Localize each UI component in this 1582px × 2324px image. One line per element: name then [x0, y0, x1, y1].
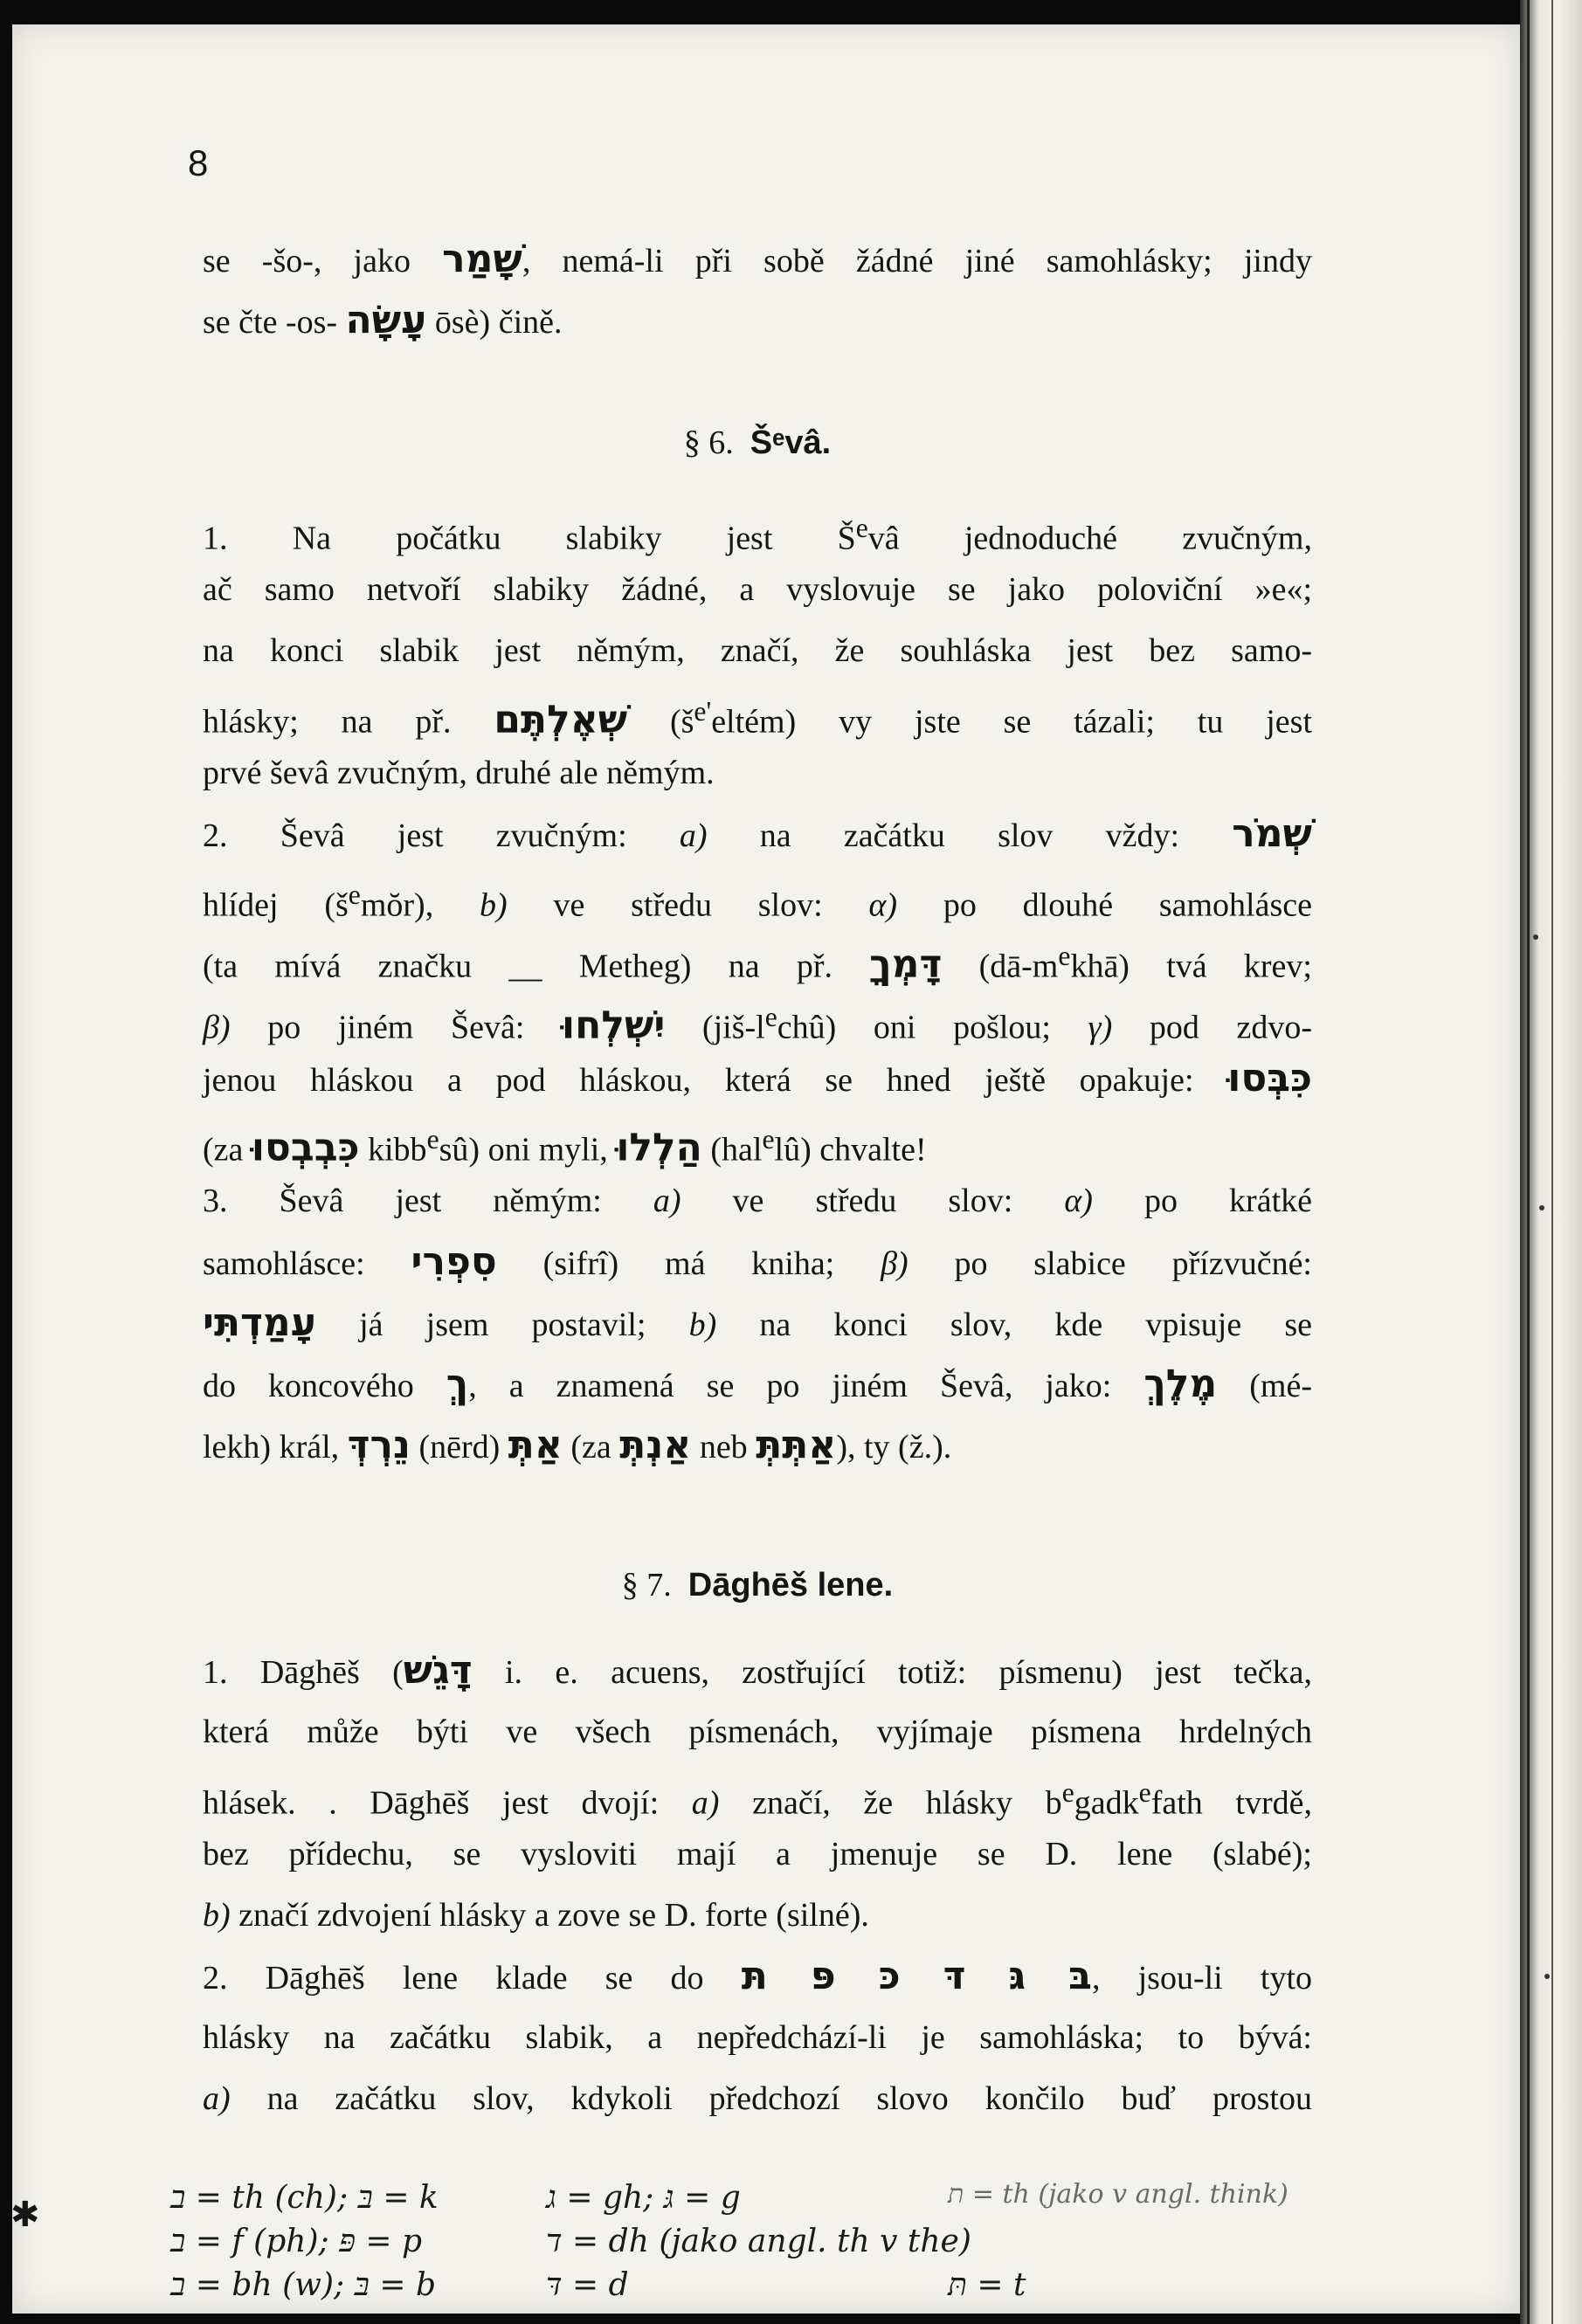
text-line — [203, 507, 1312, 561]
text-run: neb — [691, 1429, 756, 1465]
hebrew-word: יִשְׁלְחוּ — [562, 1003, 666, 1048]
superscript: e — [426, 1124, 439, 1155]
superscript: e — [1061, 1777, 1074, 1808]
text-run: hlásky na začátku slabik, a nepředchází-li je samohláska; to bývá: — [203, 2019, 1312, 2056]
text-run: (hal — [701, 1131, 763, 1169]
text-run: po dlouhé samohlásce — [897, 886, 1313, 924]
text-run: do koncového — [203, 1368, 446, 1404]
hebrew-word: שְׁאֶלְתֶּם — [494, 697, 628, 742]
text-run: která může býti ve všech písmenách, vyjímaje písmena hrdelných — [203, 1714, 1312, 1750]
hebrew-word: אַתְּתְּ — [756, 1423, 837, 1467]
text-line — [203, 751, 1312, 795]
text-run: na začátku slov vždy: — [707, 817, 1233, 854]
superscript: e — [762, 1124, 775, 1155]
hebrew-word: ךְ — [446, 1362, 469, 1406]
handwritten-note: ד = dh (jako angl. th v the) — [546, 2224, 971, 2259]
text-line — [203, 690, 1312, 744]
superscript: e — [764, 1002, 777, 1032]
text-line — [203, 812, 1312, 858]
text-line — [203, 1771, 1312, 1825]
text-run: , nemá-li při sobě žádné jiné samohlásky; jindy — [522, 243, 1312, 279]
text-run: lekh) král, — [203, 1429, 348, 1465]
text-run: lû) chvalte! — [774, 1131, 927, 1169]
hebrew-word: שָׁמַר — [442, 237, 522, 281]
section-title: Šᵉvâ. — [750, 424, 832, 461]
text-run: chû) oni pošlou; — [777, 1009, 1088, 1046]
scan-speck — [1533, 934, 1538, 940]
text-run: na konci slabik jest němým, značí, že souhláska jest bez samo- — [203, 632, 1312, 669]
list-marker: a) — [653, 1183, 681, 1219]
superscript: e — [348, 879, 361, 910]
text-run: (sifrî) má kniha; — [496, 1245, 881, 1282]
list-marker: β) — [203, 1009, 231, 1046]
hebrew-word: בּ גּ דּ כּ פּ תּ — [741, 1954, 1092, 1998]
superscript: e — [1138, 1777, 1151, 1808]
text-line — [203, 1710, 1312, 1754]
text-run: (jiš-l — [665, 1009, 765, 1046]
handwritten-note: דּ = d — [546, 2267, 629, 2303]
text-run: hlásek. . Dāghēš jest dvojí: — [203, 1784, 692, 1822]
text-run: hlídej (š — [203, 886, 349, 924]
hebrew-word: כִּבְבְסוּ — [251, 1125, 360, 1170]
scan-speck — [1539, 1205, 1544, 1210]
page-number: 8 — [188, 142, 209, 183]
handwritten-note: ג = gh; גּ = g — [546, 2180, 741, 2216]
hebrew-word: כִּבְּסוּ — [1227, 1056, 1312, 1100]
handwritten-notes — [109, 2179, 1376, 2310]
list-marker: a) — [691, 1784, 720, 1822]
text-line — [203, 1118, 1312, 1172]
text-run: , jsou-li tyto — [1091, 1960, 1313, 1996]
superscript: e' — [694, 696, 712, 727]
hebrew-word: שְׁמֹר — [1232, 811, 1312, 856]
text-run: značí zdvojení hlásky a zove se D. forte (silné). — [230, 1897, 869, 1934]
text-line — [203, 934, 1312, 989]
text-line — [203, 238, 1312, 283]
hebrew-word: נֵרְדְּ — [347, 1423, 411, 1467]
hebrew-word: דָּמְךָ — [869, 941, 943, 987]
list-marker: γ) — [1088, 1009, 1113, 1046]
text-run: gadk — [1074, 1784, 1139, 1822]
handwritten-note: ת = th (jako v angl. think) — [948, 2179, 1288, 2210]
text-run: kibb — [359, 1131, 427, 1169]
hebrew-word: מֶלֶךְ — [1143, 1362, 1218, 1406]
text-run: (š — [627, 703, 694, 741]
edge-line — [1551, 0, 1553, 2324]
section-number: § 7. — [621, 1567, 672, 1603]
text-line — [203, 1301, 1312, 1347]
superscript: e — [855, 513, 868, 543]
hebrew-word: אַנְתְּ — [619, 1423, 692, 1467]
text-run: i. e. acuens, zostřující totiž: písmenu) jest tečka, — [472, 1654, 1312, 1691]
text-run: na začátku slov, kdykoli předchozí slovo končilo buď prostou — [230, 2080, 1312, 2117]
asterisk-mark: ✱ — [10, 2195, 40, 2234]
text-run: , a znamená se po jiném Ševâ, jako: — [468, 1368, 1144, 1404]
section-number: § 6. — [683, 424, 734, 461]
text-run: ve středu slov: — [507, 886, 869, 924]
text-run: ), ty (ž.). — [836, 1429, 952, 1465]
text-line — [203, 1057, 1312, 1102]
page-edge — [1520, 0, 1582, 2324]
text-line — [203, 873, 1312, 928]
text-line — [203, 1832, 1312, 1876]
text-run: ōsè) čině. — [426, 304, 563, 341]
text-line — [203, 629, 1312, 672]
text-run: mŏr), — [360, 886, 480, 924]
text-line — [203, 1240, 1312, 1286]
text-run: po krátké — [1092, 1183, 1312, 1219]
hebrew-word: אַתְּ — [508, 1423, 563, 1467]
hebrew-word: הַלְלוּ — [616, 1125, 702, 1170]
section-heading-7 — [203, 1563, 1312, 1607]
text-run: po jiném Ševâ: — [230, 1009, 563, 1046]
text-line — [203, 996, 1312, 1050]
hebrew-word: עָשָׂה — [345, 298, 427, 342]
text-run: sû) oni myli, — [439, 1131, 617, 1169]
hebrew-word: דָּגֵשׁ — [403, 1648, 473, 1693]
text-line — [203, 1424, 1312, 1469]
text-run: 1. Na počátku slabiky jest Š — [203, 520, 856, 557]
superscript: e — [1058, 941, 1071, 971]
text-run: hlásky; na př. — [203, 703, 494, 741]
list-marker: a) — [203, 2080, 231, 2117]
text-run: já jsem postavil; — [315, 1307, 689, 1343]
text-run: vâ jednoduché zvučným, — [867, 520, 1312, 557]
list-marker: b) — [203, 1897, 231, 1934]
list-marker: b) — [688, 1307, 717, 1343]
text-run: (nērd) — [410, 1429, 508, 1465]
text-line — [203, 1362, 1312, 1408]
text-run: po slabice přízvučné: — [908, 1245, 1312, 1282]
text-run: khā) tvá krev; — [1070, 948, 1312, 985]
text-run: (ta mívá značku __ Metheg) na př. — [203, 948, 870, 985]
text-run: značí, že hlásky b — [719, 1784, 1062, 1822]
text-line — [203, 568, 1312, 611]
hebrew-word: עָמַדְתִּי — [203, 1300, 316, 1345]
text-run: 2. Dāghēš lene klade se do — [203, 1960, 742, 1996]
text-line — [203, 1649, 1312, 1694]
handwritten-note: ב = f (ph); פּ = p — [170, 2224, 423, 2259]
text-run: 2. Ševâ jest zvučným: — [203, 817, 680, 854]
section-title: Dāghēš lene. — [687, 1567, 894, 1603]
text-run: ač samo netvoří slabiky žádné, a vyslovuje se jako poloviční »e«; — [203, 571, 1312, 608]
section-heading-6 — [203, 421, 1312, 465]
text-run: ve středu slov: — [680, 1183, 1065, 1219]
text-run: eltém) vy jste se tázali; tu jest — [711, 703, 1313, 741]
text-run: bez přídechu, se vysloviti mají a jmenuje se D. lene (slabé); — [203, 1836, 1312, 1872]
text-run: (mé- — [1217, 1368, 1313, 1404]
text-run: fath tvrdě, — [1150, 1784, 1313, 1822]
text-run: (za — [203, 1131, 252, 1169]
text-run: 1. Dāghēš ( — [203, 1654, 404, 1691]
text-line — [203, 2016, 1312, 2059]
text-line — [203, 299, 1312, 344]
text-line — [203, 1955, 1312, 2000]
text-run: (dā-m — [942, 948, 1059, 985]
hebrew-word: סִפְרִי — [411, 1239, 497, 1284]
list-marker: a) — [679, 817, 708, 854]
scan-speck — [1544, 1974, 1550, 1979]
list-marker: α) — [868, 886, 898, 924]
text-line — [203, 2077, 1312, 2121]
text-run: samohlásce: — [203, 1245, 411, 1282]
text-line — [203, 1893, 1312, 1937]
text-run: 3. Ševâ jest němým: — [203, 1183, 653, 1219]
text-line — [203, 1179, 1312, 1223]
edge-line — [1527, 0, 1530, 2324]
list-marker: β) — [881, 1245, 908, 1282]
text-run: (za — [562, 1429, 620, 1465]
list-marker: α) — [1064, 1183, 1093, 1219]
handwritten-note: ב = bh (w); בּ = b — [170, 2267, 437, 2303]
list-marker: b) — [480, 886, 508, 924]
text-run: jenou hláskou a pod hláskou, která se hned ještě opakuje: — [203, 1062, 1228, 1099]
text-run: na konci slov, kde vpisuje se — [716, 1307, 1312, 1343]
text-run: se čte -os- — [203, 304, 346, 341]
handwritten-note: תּ = t — [948, 2267, 1026, 2303]
text-run: pod zdvo- — [1112, 1009, 1313, 1046]
handwritten-note: ב = th (ch); בּ = k — [170, 2180, 439, 2216]
text-run: prvé ševâ zvučným, druhé ale němým. — [203, 755, 715, 791]
text-run: se -šo-, jako — [203, 243, 443, 279]
